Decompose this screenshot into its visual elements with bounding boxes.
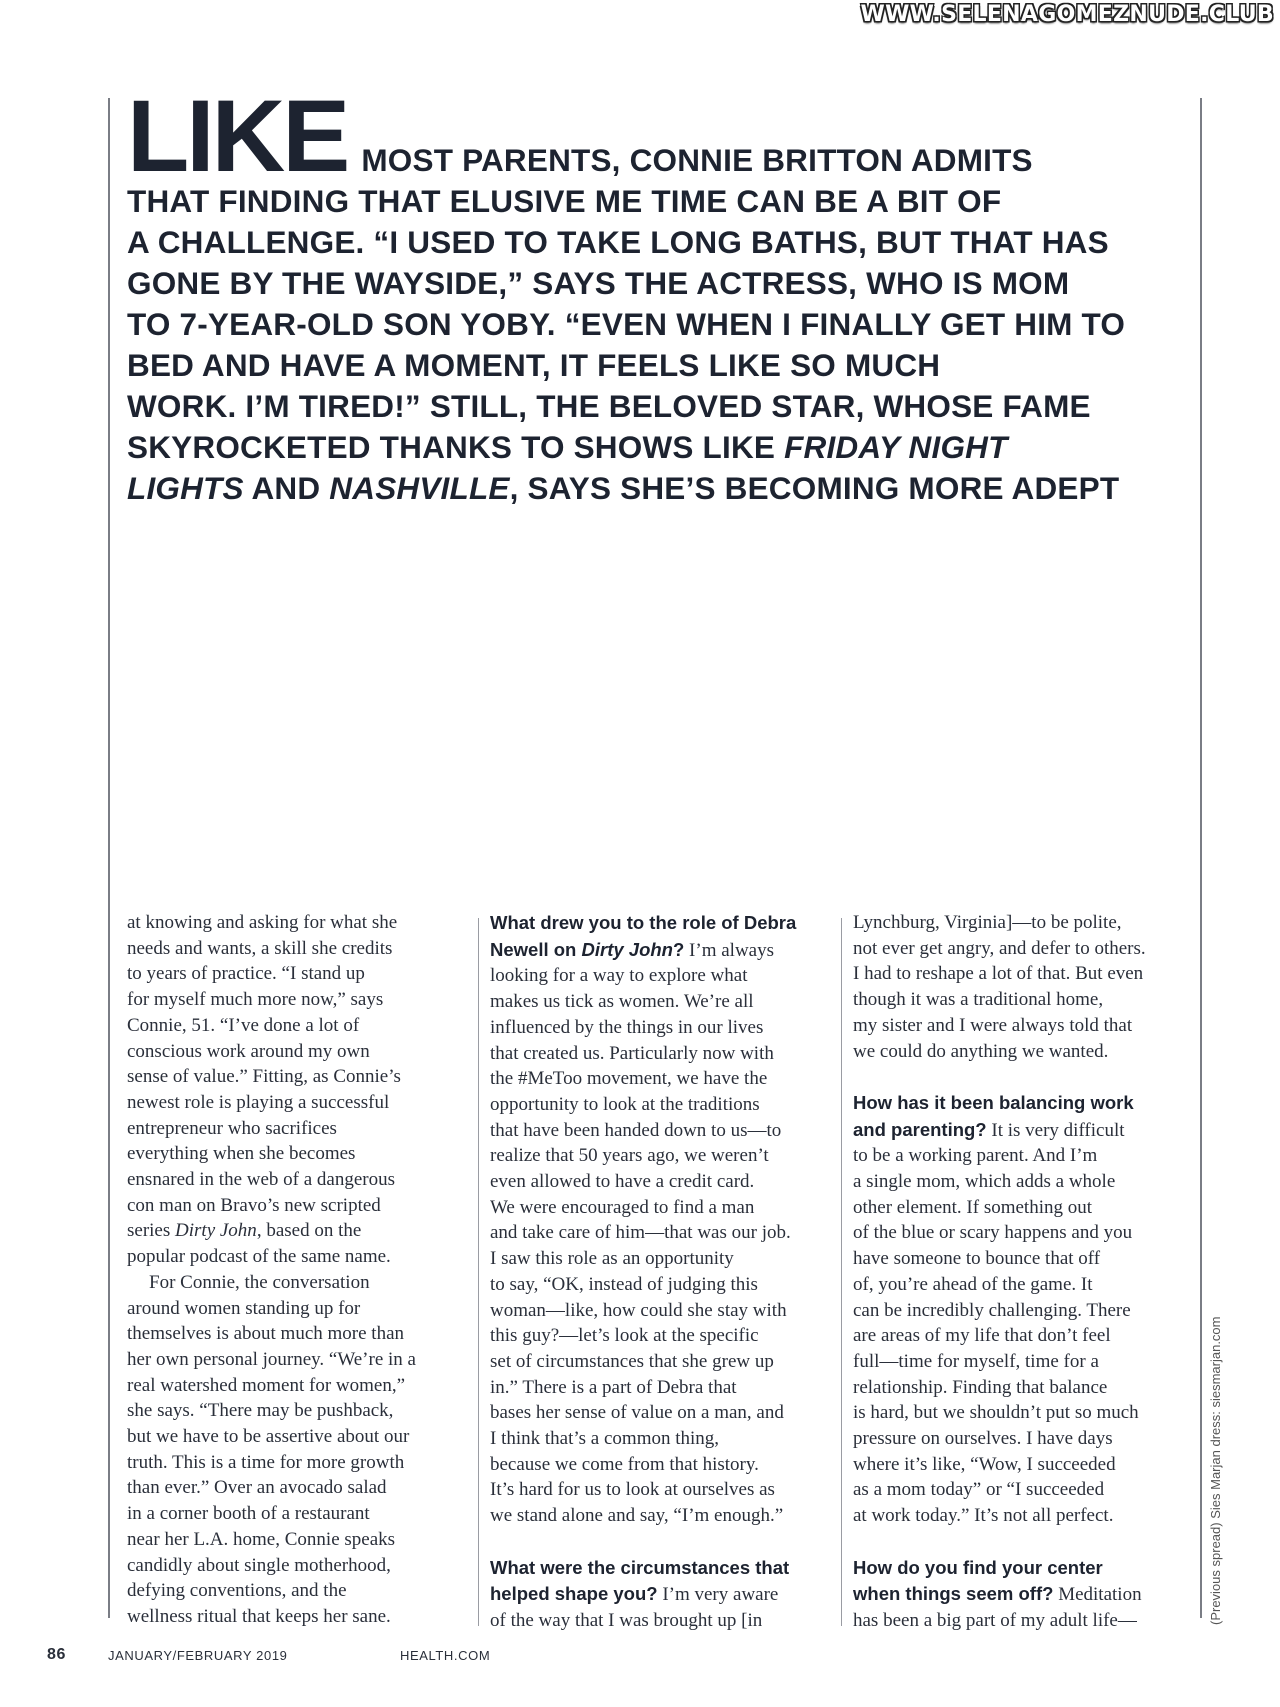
show-title: Dirty John <box>175 1220 257 1242</box>
interview-question: helped shape you? <box>490 1583 658 1605</box>
qa-block: What drew you to the role of Debra Newell on Dirty John? I’m always looking for a way to explore what makes us tick as women. We’re all influenced by the things in our lives that created us. Particularly now with the #MeToo movement, we have the opportunity to look at the traditions that have been handed down to us—to realize that 50 years ago, we weren’t even allowed to have a credit card. We were encouraged to find a man and take care of him—that was our job. I saw this role as an opportunity to say, “OK, instead of judging this woman—like, how could she stay with this guy?—let’s look at the specific set of circumstances that she grew up in.” There is a part of Debra that bases her sense of value on a man, and I think that’s a common thing, because we come from that history. It’s hard for us to look at ourselves as we stand alone and say, “I’m enough.” <box>490 912 797 1527</box>
column-rule <box>841 918 842 1626</box>
intro-line: SKYROCKETED THANKS TO SHOWS LIKE FRIDAY NIGHT <box>127 429 1008 465</box>
intro-line: BED AND HAVE A MOMENT, IT FEELS LIKE SO MUCH <box>127 347 941 383</box>
show-title: NASHVILLE <box>329 470 510 506</box>
left-rule <box>108 98 110 1618</box>
interview-question: How has it been balancing work <box>853 1091 1134 1113</box>
intro-line: LIGHTS AND NASHVILLE, SAYS SHE’S BECOMING MORE ADEPT <box>127 470 1120 506</box>
interview-question: Newell on Dirty John? <box>490 938 685 960</box>
show-title: LIGHTS <box>127 470 244 506</box>
intro-line: TO 7-YEAR-OLD SON YOBY. “EVEN WHEN I FINALLY GET HIM TO <box>127 306 1126 342</box>
intro-line: MOST PARENTS, CONNIE BRITTON ADMITS <box>361 142 1033 178</box>
site-url: HEALTH.COM <box>400 1648 491 1663</box>
intro-deck <box>127 79 1197 509</box>
article-column-2 <box>490 910 830 1634</box>
intro-line: WORK. I’M TIRED!” STILL, THE BELOVED STAR, WHOSE FAME <box>127 388 1091 424</box>
intro-line: A CHALLENGE. “I USED TO TAKE LONG BATHS, BUT THAT HAS <box>127 224 1109 260</box>
body-paragraph: Lynchburg, Virginia]—to be polite, not ever get angry, and defer to others. I had to reshape a lot of that. But even though it was a traditional home, my sister and I were always told that we could do anything we wanted. <box>853 912 1146 1062</box>
intro-line: THAT FINDING THAT ELUSIVE ME TIME CAN BE A BIT OF <box>127 183 1002 219</box>
drop-word: LIKE <box>127 79 348 193</box>
qa-block: What were the circumstances that helped shape you? I’m very aware of the way that I was brought up [in <box>490 1556 790 1631</box>
article-column-3 <box>853 910 1193 1634</box>
interview-question: when things seem off? <box>853 1583 1054 1605</box>
interview-question: How do you find your center <box>853 1556 1103 1578</box>
issue-date: JANUARY/FEBRUARY 2019 <box>108 1648 288 1663</box>
photo-credit: (Previous spread) Sies Marjan dress: siesmarjan.com <box>1208 1316 1223 1625</box>
interview-question: What were the circumstances that <box>490 1556 790 1578</box>
interview-question: and parenting? <box>853 1118 987 1140</box>
interview-question: What drew you to the role of Debra <box>490 912 797 933</box>
body-paragraph: For Connie, the conversation around women standing up for themselves is about much more than her own personal journey. “We’re in a real watershed moment for women,” she says. “There may be pushback, but we have to be assertive about our truth. This is a time for more growth than ever.” Over an avocado salad in a corner booth of a restaurant near her L.A. home, Connie speaks candidly about single motherhood, defying conventions, and the wellness ritual that keeps her sane. <box>127 1271 416 1627</box>
watermark: WWW.SELENAGOMEZNUDE.CLUB <box>860 2 1274 27</box>
qa-block: How do you find your center when things seem off? Meditation has been a big part of my adult life— <box>853 1556 1142 1631</box>
qa-block: How has it been balancing work and parenting? It is very difficult to be a working parent. And I’m a single mom, which adds a whole other element. If something out of the blue or scary happens and you have someone to bounce that off of, you’re ahead of the game. It can be incredibly challenging. There are areas of my life that don’t feel full—time for myself, time for a relationship. Finding that balance is hard, but we shouldn’t put so much pressure on ourselves. I have days where it’s like, “Wow, I succeeded as a mom today” or “I succeeded at work today.” It’s not all perfect. <box>853 1091 1139 1527</box>
column-rule <box>478 918 479 1626</box>
show-title: FRIDAY NIGHT <box>784 429 1008 465</box>
right-rule <box>1200 98 1202 1618</box>
intro-line: GONE BY THE WAYSIDE,” SAYS THE ACTRESS, WHO IS MOM <box>127 265 1070 301</box>
body-paragraph: at knowing and asking for what she needs and wants, a skill she credits to years of practice. “I stand up for myself much more now,” says Connie, 51. “I’ve done a lot of conscious work around my own sense of value.” Fitting, as Connie’s newest role is playing a successful entrepreneur who sacrifices everything when she becomes ensnared in the web of a dangerous con man on Bravo’s new scripted series Dirty John, based on the popular podcast of the same name. <box>127 912 401 1268</box>
article-column-1 <box>127 910 467 1630</box>
page-number: 86 <box>47 1646 66 1663</box>
